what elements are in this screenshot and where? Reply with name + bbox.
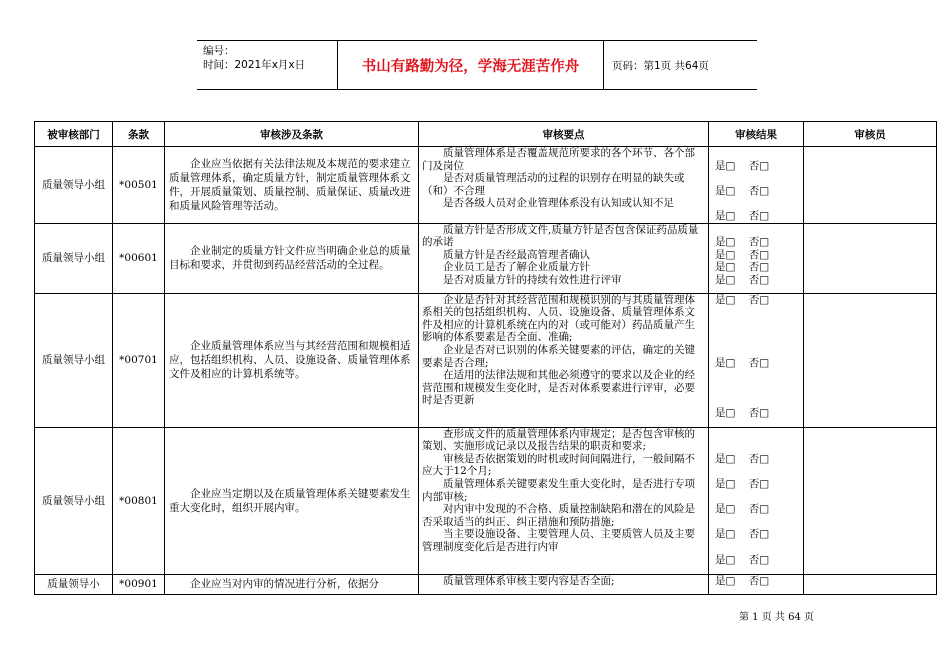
table-row	[35, 147, 937, 224]
table-header-row	[35, 122, 937, 147]
result-spacer	[709, 541, 803, 554]
audit-point: 对内审中发现的不合格、质量控制缺陷和潜在的风险是否采取适当的纠正、纠正措施和预防措施;	[422, 503, 695, 528]
auditor-cell	[804, 223, 937, 293]
result-cell	[709, 293, 804, 427]
result-checkbox-line[interactable]: 是□ 否□	[715, 503, 770, 516]
auditor-cell	[804, 147, 937, 224]
time-label: 时间：2021年x月x日	[203, 59, 306, 71]
points-cell	[419, 574, 709, 594]
page-footer: 第 1 页 共 64 页	[739, 612, 814, 623]
content-cell: 企业应当对内审的情况进行分析，依据分	[165, 574, 419, 594]
result-checkbox-line[interactable]: 是□ 否□	[715, 293, 770, 306]
result-cell	[709, 427, 804, 574]
audit-point: 当主要设施设备、主要管理人员、主要质管人员及主要管理制度变化后是否进行内审	[422, 528, 695, 553]
audit-point: 企业是否对已识别的体系关键要素的评估，确定的关键要素是否合理;	[422, 343, 695, 369]
clause-cell: *00601	[113, 223, 165, 293]
result-checkbox-line[interactable]: 是□ 否□	[715, 356, 770, 369]
result-checkbox-line[interactable]: 是□ 否□	[715, 184, 770, 197]
points-cell	[419, 293, 709, 427]
audit-point: 质量管理体系审核主要内容是否全面;	[443, 574, 615, 587]
motto: 书山有路勤为径，学海无涯苦作舟	[338, 41, 604, 89]
result-spacer	[709, 440, 803, 453]
result-spacer	[709, 428, 803, 441]
page-label: 页码：第1页 共64页	[612, 59, 709, 72]
audit-point: 是否对质量方针的持续有效性进行评审	[443, 273, 622, 286]
content-cell: 企业应当定期以及在质量管理体系关键要素发生重大变化时，组织开展内审。	[165, 427, 419, 574]
audit-table	[34, 121, 937, 595]
result-spacer	[709, 319, 803, 332]
audit-point: 企业员工是否了解企业质量方针	[443, 261, 590, 274]
dept-cell: 质量领导小组	[35, 147, 113, 224]
result-spacer	[709, 197, 803, 210]
dept-cell: 质量领导小组	[35, 427, 113, 574]
audit-point: 企业是否针对其经营范围和规模识别的与其质量管理体系相关的包括组织机构、人员、设施设备、质量管理体系文件及相应的计算机系统在内的对（或可能对）药品质量产生影响的体系要素是否全面、准确;	[422, 293, 695, 344]
result-cell	[709, 223, 804, 293]
result-spacer	[709, 465, 803, 478]
audit-point: 质量方针是否形成文件,质量方针是否包含保证药品质量的承诺	[422, 223, 699, 249]
table-row	[35, 574, 937, 594]
result-spacer	[709, 382, 803, 395]
result-checkbox-line[interactable]: 是□ 否□	[715, 452, 770, 465]
content-cell: 企业应当依据有关法律法规及本规范的要求建立质量管理体系，确定质量方针，制定质量管理体系文件，开展质量策划、质量控制、质量保证、质量改进和质量风险管理等活动。	[165, 147, 419, 224]
result-spacer	[709, 516, 803, 529]
col-dept: 被审核部门	[35, 122, 113, 147]
col-points: 审核要点	[419, 122, 709, 147]
col-clause: 条款	[113, 122, 165, 147]
col-content: 审核涉及条款	[165, 122, 419, 147]
result-checkbox-line[interactable]: 是□ 否□	[715, 574, 770, 587]
result-cell	[709, 574, 804, 594]
result-spacer	[709, 306, 803, 319]
audit-point: 是否各级人员对企业管理体系没有认知或认知不足	[443, 197, 674, 210]
dept-cell: 质量领导小组	[35, 293, 113, 427]
col-auditor: 审核员	[804, 122, 937, 147]
dept-cell: 质量领导小	[35, 574, 113, 594]
clause-cell: *00701	[113, 293, 165, 427]
audit-point: 质量方针是否经最高管理者确认	[443, 248, 590, 261]
clause-cell: *00801	[113, 427, 165, 574]
result-spacer	[709, 224, 803, 237]
dept-cell: 质量领导小组	[35, 223, 113, 293]
result-checkbox-line[interactable]: 是□ 否□	[715, 406, 770, 419]
auditor-cell	[804, 293, 937, 427]
result-checkbox-line[interactable]: 是□ 否□	[715, 477, 770, 490]
result-checkbox-line[interactable]: 是□ 否□	[715, 261, 770, 274]
clause-cell: *00501	[113, 147, 165, 224]
result-spacer	[709, 344, 803, 357]
table-row	[35, 223, 937, 293]
result-checkbox-line[interactable]: 是□ 否□	[715, 528, 770, 541]
result-checkbox-line[interactable]: 是□ 否□	[715, 236, 770, 249]
result-checkbox-line[interactable]: 是□ 否□	[715, 248, 770, 261]
audit-point: 是否对质量管理活动的过程的识别存在明显的缺失或（和）不合理	[422, 172, 685, 197]
clause-cell: *00901	[113, 574, 165, 594]
audit-point: 审核是否依据策划的时机或时间间隔进行，一般间隔不应大于12个月;	[422, 452, 695, 478]
result-spacer	[709, 491, 803, 504]
points-cell	[419, 223, 709, 293]
result-spacer	[709, 369, 803, 382]
result-spacer	[709, 172, 803, 185]
content-cell: 企业制定的质量方针文件应当明确企业总的质量目标和要求，并贯彻到药品经营活动的全过程。	[165, 223, 419, 293]
serial-label: 编号：	[203, 45, 235, 57]
auditor-cell	[804, 574, 937, 594]
result-spacer	[709, 394, 803, 407]
audit-point: 质量管理体系是否覆盖规范所要求的各个环节、各个部门及岗位	[422, 147, 695, 172]
audit-point: 在适用的法律法规和其他必须遵守的要求以及企业的经营范围和规模发生变化时，是否对体系要素进行评审，必要时是否更新	[422, 369, 695, 407]
content-cell: 企业质量管理体系应当与其经营范围和规模相适应，包括组织机构、人员、设施设备、质量管理体系文件及相应的计算机系统等。	[165, 293, 419, 427]
table-row	[35, 293, 937, 427]
page-header	[197, 40, 757, 90]
result-spacer	[709, 147, 803, 160]
result-checkbox-line[interactable]: 是□ 否□	[715, 209, 770, 222]
header-meta	[197, 41, 338, 89]
result-checkbox-line[interactable]: 是□ 否□	[715, 553, 770, 566]
audit-point: 质量管理体系关键要素发生重大变化时，是否进行专项内部审核;	[422, 477, 695, 503]
result-checkbox-line[interactable]: 是□ 否□	[715, 159, 770, 172]
auditor-cell	[804, 427, 937, 574]
result-checkbox-line[interactable]: 是□ 否□	[715, 273, 770, 286]
result-spacer	[709, 331, 803, 344]
table-row	[35, 427, 937, 574]
points-cell	[419, 427, 709, 574]
col-result: 审核结果	[709, 122, 804, 147]
points-cell	[419, 147, 709, 224]
result-cell	[709, 147, 804, 224]
audit-point: 查形成文件的质量管理体系内审规定；是否包含审核的策划、实施形成记录以及报告结果的职责和要求;	[422, 427, 695, 453]
